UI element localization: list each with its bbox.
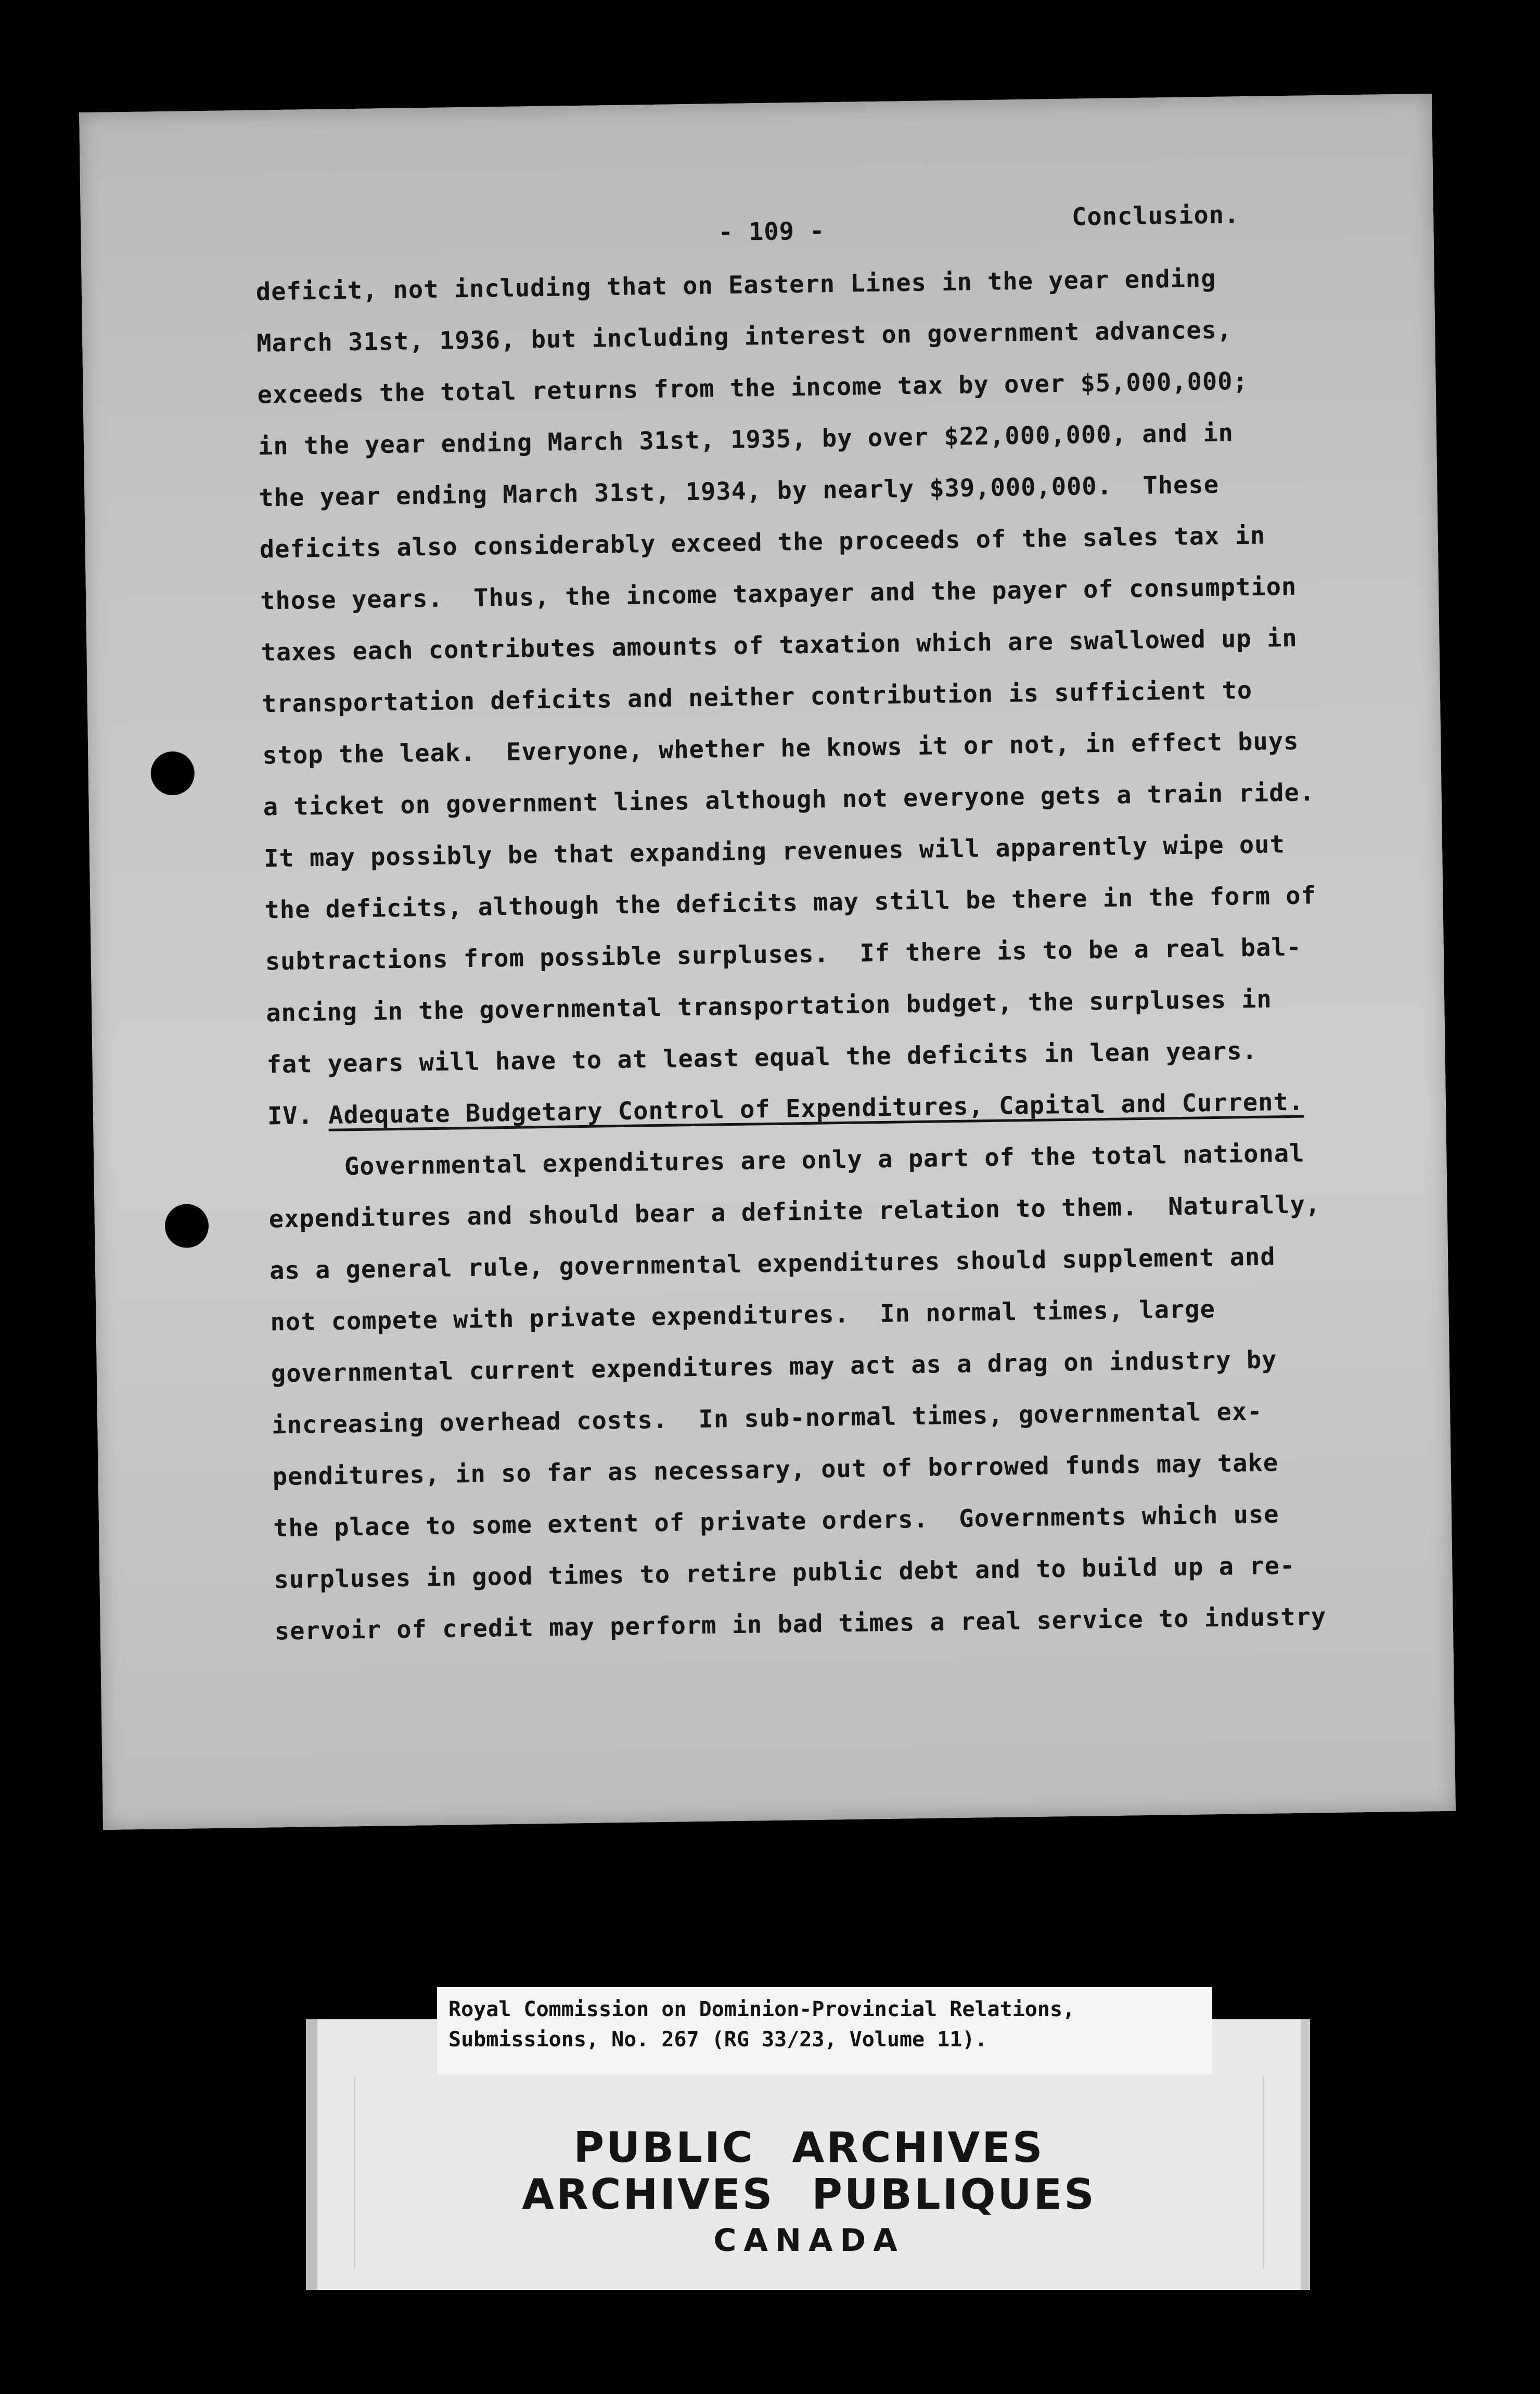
stamp-line-french: ARCHIVES PUBLIQUES [522,2170,1096,2219]
text-line: penditures, in so far as necessary, out of borrowed funds may take [272,1448,1279,1492]
text-line: increasing overhead costs. In sub-normal times, governmental ex- [271,1397,1263,1440]
text-line: Governmental expenditures are only a part of the total national [268,1139,1305,1182]
text-line: those years. Thus, the income taxpayer and the payer of consumption [260,572,1297,616]
text-line: the year ending March 31st, 1934, by nearly $39,000,000. These [259,470,1220,513]
text-line: taxes each contributes amounts of taxation which are swallowed up in [261,623,1298,667]
text-line: exceeds the total returns from the income tax by over $5,000,000; [257,366,1249,410]
text-line: stop the leak. Everyone, whether he knows it or not, in effect buys [262,727,1299,770]
text-line: a ticket on government lines although not everyone gets a train ride. [263,778,1315,822]
document-page [79,94,1456,1830]
citation-line: Submissions, No. 267 (RG 33/23, Volume 11). [448,2028,987,2052]
citation-line: Royal Commission on Dominion-Provincial Relations, [448,1997,1075,2021]
text-line: March 31st, 1936, but including interest on government advances, [256,315,1233,358]
punch-hole [164,1204,209,1248]
text-line: the deficits, although the deficits may still be there in the form of [264,881,1317,925]
section-tag: Conclusion. [1071,200,1240,232]
text-line: surpluses in good times to retire public debt and to build up a re- [274,1551,1295,1595]
text-line: deficits also considerably exceed the proceeds of the sales tax in [259,521,1266,564]
heading-text: Adequate Budgetary Control of Expenditures, Capital and Current. [328,1087,1304,1130]
text-line: subtractions from possible surpluses. If there is to be a real bal- [265,933,1302,976]
text-line: the place to some extent of private orders. Governments which use [273,1500,1279,1543]
text-line: fat years will have to at least equal the deficits in lean years. [266,1036,1258,1079]
text-line: deficit, not including that on Eastern Lines in the year ending [255,264,1216,307]
text-line: ancing in the governmental transportation budget, the surpluses in [265,985,1273,1028]
text-line: transportation deficits and neither contribution is sufficient to [261,676,1253,719]
stamp-line-english: PUBLIC ARCHIVES [573,2123,1045,2172]
punch-hole [150,751,195,795]
stamp-line-country: CANADA [713,2222,905,2259]
text-line: governmental current expenditures may act as a drag on industry by [271,1345,1277,1389]
body-text [255,251,1393,1658]
citation-label [437,1987,1212,2074]
text-line: not compete with private expenditures. In normal times, large [270,1295,1216,1337]
text-line: servoir of credit may perform in bad times a real service to industry [274,1602,1327,1646]
text-line: expenditures and should bear a definite relation to them. Naturally, [268,1190,1321,1234]
text-line: in the year ending March 31st, 1935, by over $22,000,000, and in [258,418,1234,461]
heading-number: IV. [267,1101,314,1131]
page-number: - 109 - [718,217,825,247]
text-line: It may possibly be that expanding revenues will apparently wipe out [263,830,1286,873]
text-line: as a general rule, governmental expenditures should supplement and [269,1242,1276,1285]
